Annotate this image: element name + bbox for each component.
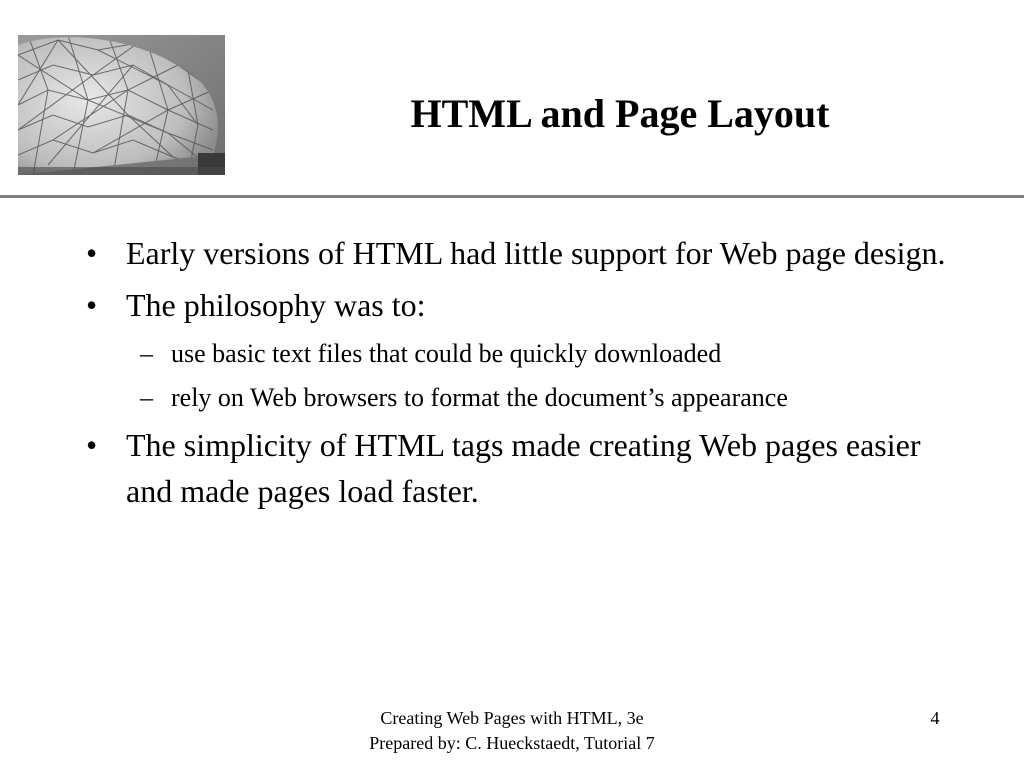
footer-line-course: Creating Web Pages with HTML, 3e [380, 708, 644, 728]
bullet-item [86, 282, 966, 328]
geodesic-dish-photo-icon [18, 35, 225, 175]
bullet-text: The simplicity of HTML tags made creating Web pages easier and made pages load faster. [126, 427, 921, 509]
sub-bullet-marker: – [140, 383, 153, 412]
sub-bullet-item [86, 378, 966, 417]
sub-bullet-text: rely on Web browsers to format the document’s appearance [171, 383, 788, 412]
sub-bullet-text: use basic text files that could be quickly downloaded [171, 339, 722, 368]
bullet-item [86, 230, 966, 276]
page-number: 4 [930, 708, 940, 728]
bullet-item [86, 422, 966, 514]
footer-line-author: Prepared by: C. Hueckstaedt, Tutorial 7 [369, 733, 655, 753]
slide-body [86, 230, 966, 520]
bullet-text: The philosophy was to: [126, 287, 426, 323]
sub-bullet-item [86, 334, 966, 373]
bullet-marker: • [86, 235, 98, 271]
slide-title: HTML and Page Layout [410, 91, 830, 136]
title-divider [0, 195, 1024, 198]
bullet-marker: • [86, 427, 98, 463]
bullet-text: Early versions of HTML had little support for Web page design. [126, 235, 946, 271]
bullet-marker: • [86, 287, 98, 323]
sub-bullet-marker: – [140, 339, 153, 368]
slide-footer [300, 706, 724, 756]
